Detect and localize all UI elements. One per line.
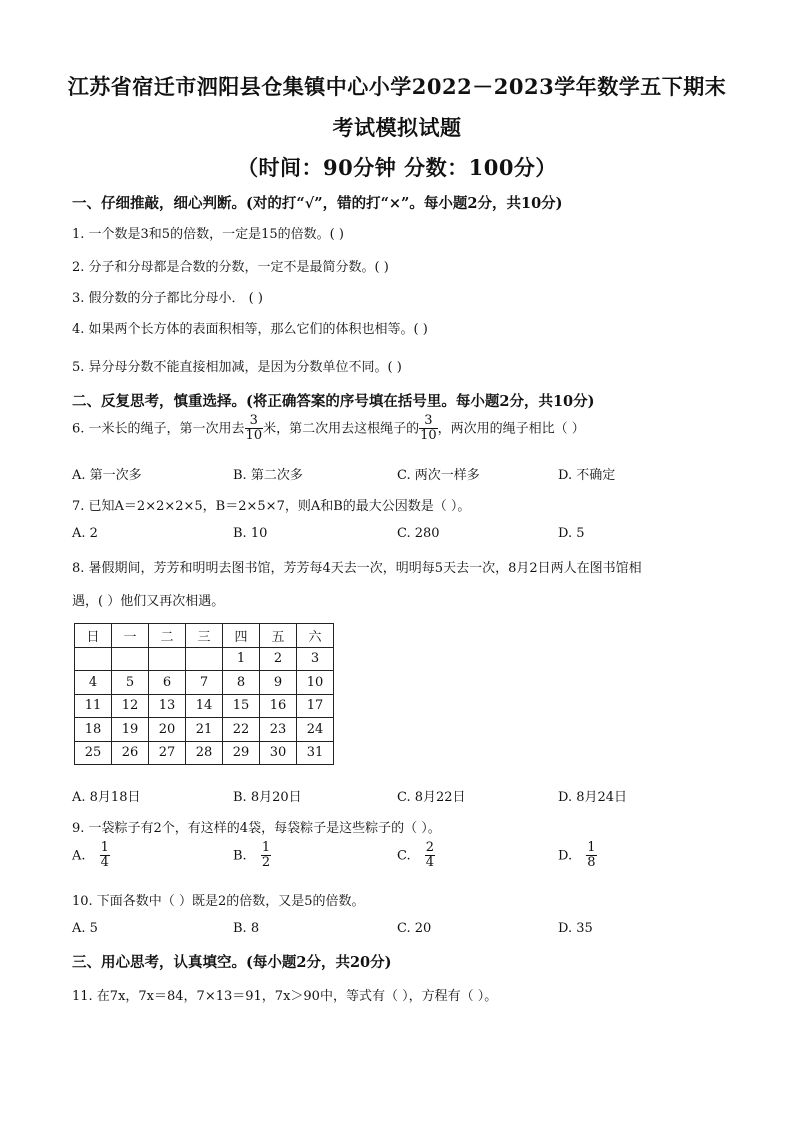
calendar-day-cell: 15 — [223, 694, 260, 718]
calendar-day-cell: 25 — [75, 741, 112, 765]
calendar-day-cell: 11 — [75, 694, 112, 718]
calendar-day-cell — [149, 647, 186, 671]
calendar-day-cell: 24 — [297, 718, 334, 742]
calendar-week-row — [75, 647, 334, 671]
calendar-day-cell: 6 — [149, 671, 186, 695]
q9-option-c — [397, 841, 435, 871]
q6-fraction-1-denominator: 10 — [245, 428, 263, 444]
fraction-numerator: 1 — [261, 840, 271, 855]
q7-option-b: B. 10 — [233, 526, 268, 541]
question-4: 4. 如果两个长方体的表面积相等，那么它们的体积也相等。( ) — [72, 322, 428, 337]
calendar-day-cell: 18 — [75, 718, 112, 742]
q10-option-a: A. 5 — [72, 921, 98, 936]
question-8-line2: 遇，( ）他们又再次相遇。 — [72, 594, 225, 609]
calendar-day-cell — [75, 647, 112, 671]
calendar-week-row — [75, 718, 334, 742]
q7-option-c: C. 280 — [397, 526, 440, 541]
question-11: 11. 在7x，7x＝84，7×13＝91，7x＞90中，等式有（ ），方程有（ ）。 — [72, 989, 498, 1004]
question-9: 9. 一袋粽子有2个，有这样的4袋，每袋粽子是这些粽子的（ ）。 — [72, 821, 441, 836]
exam-title-line1: 江苏省宿迁市泗阳县仓集镇中心小学2022－2023学年数学五下期末 — [67, 74, 727, 99]
calendar-day-cell: 1 — [223, 647, 260, 671]
q6-fraction-1 — [245, 414, 264, 444]
q7-option-a: A. 2 — [72, 526, 98, 541]
q6-text-part2: 米，第二次用去这根绳子的 — [263, 421, 420, 437]
question-5: 5. 异分母分数不能直接相加减，是因为分数单位不同。( ) — [72, 360, 402, 375]
section1-heading: 一、仔细推敲，细心判断。(对的打“√”，错的打“×”。每小题2分，共10分) — [72, 195, 563, 212]
calendar-day-cell: 7 — [186, 671, 223, 695]
august-calendar — [74, 623, 334, 765]
fraction-denominator: 4 — [425, 855, 435, 871]
calendar-day-cell: 21 — [186, 718, 223, 742]
q6-text-part3: ，两次用的绳子相比（ ） — [437, 421, 585, 437]
calendar-day-cell: 26 — [112, 741, 149, 765]
calendar-header-cell: 一 — [112, 624, 149, 648]
calendar-day-cell: 16 — [260, 694, 297, 718]
q6-option-d: D. 不确定 — [558, 468, 616, 483]
calendar-day-cell: 9 — [260, 671, 297, 695]
calendar-day-cell — [186, 647, 223, 671]
calendar-header-cell: 三 — [186, 624, 223, 648]
q9-option-a-label: A. — [72, 848, 86, 864]
q7-option-d: D. 5 — [558, 526, 585, 541]
calendar-week-row — [75, 741, 334, 765]
calendar-day-cell: 2 — [260, 647, 297, 671]
calendar-day-cell: 20 — [149, 718, 186, 742]
exam-time-score: （时间：90分钟 分数：100分） — [237, 155, 557, 180]
q8-option-b: B. 8月20日 — [233, 790, 302, 805]
calendar-day-cell — [112, 647, 149, 671]
exam-title-line2: 考试模拟试题 — [332, 115, 462, 140]
q6-fraction-1-numerator: 3 — [249, 413, 258, 428]
q9-option-b — [233, 841, 271, 871]
calendar-day-cell: 27 — [149, 741, 186, 765]
calendar-day-cell: 8 — [223, 671, 260, 695]
q6-fraction-2-denominator: 10 — [420, 428, 437, 444]
q10-option-c: C. 20 — [397, 921, 432, 936]
question-6 — [72, 414, 585, 444]
calendar-day-cell: 5 — [112, 671, 149, 695]
calendar-day-cell: 3 — [297, 647, 334, 671]
calendar-header-row — [75, 624, 334, 648]
question-10: 10. 下面各数中（ ）既是2的倍数，又是5的倍数。 — [72, 894, 365, 909]
q9-option-a-fraction — [100, 841, 110, 871]
q6-fraction-2 — [419, 414, 438, 444]
question-2: 2. 分子和分母都是合数的分数，一定不是最简分数。( ) — [72, 260, 389, 275]
question-1: 1. 一个数是3和5的倍数，一定是15的倍数。( ) — [72, 227, 344, 242]
q8-option-c: C. 8月22日 — [397, 790, 466, 805]
calendar-week-row — [75, 671, 334, 695]
q10-option-b: B. 8 — [233, 921, 260, 936]
fraction-denominator: 2 — [261, 855, 271, 871]
q6-fraction-2-numerator: 3 — [424, 413, 433, 428]
section2-heading: 二、反复思考，慎重选择。(将正确答案的序号填在括号里。每小题2分，共10分) — [72, 393, 595, 410]
calendar-header-cell: 日 — [75, 624, 112, 648]
q9-option-c-fraction — [425, 841, 435, 871]
section3-heading: 三、用心思考，认真填空。(每小题2分，共20分) — [72, 954, 392, 971]
q9-option-b-label: B. — [233, 848, 247, 864]
q9-option-a — [72, 841, 110, 871]
q10-option-d: D. 35 — [558, 921, 593, 936]
q6-text-part1: 6. 一米长的绳子，第一次用去 — [72, 421, 245, 437]
calendar-header-cell: 二 — [149, 624, 186, 648]
q9-option-d-label: D. — [558, 848, 573, 864]
question-7: 7. 已知A＝2×2×2×5，B＝2×5×7，则A和B的最大公因数是（ ）。 — [72, 499, 471, 514]
calendar-day-cell: 28 — [186, 741, 223, 765]
fraction-numerator: 2 — [425, 840, 435, 855]
question-3: 3. 假分数的分子都比分母小． ( ) — [72, 291, 263, 306]
calendar-day-cell: 19 — [112, 718, 149, 742]
calendar-day-cell: 4 — [75, 671, 112, 695]
q9-option-d — [558, 841, 597, 871]
calendar-day-cell: 23 — [260, 718, 297, 742]
calendar-day-cell: 13 — [149, 694, 186, 718]
calendar-day-cell: 22 — [223, 718, 260, 742]
q9-option-c-label: C. — [397, 848, 411, 864]
calendar-header-cell: 四 — [223, 624, 260, 648]
q8-option-a: A. 8月18日 — [72, 790, 141, 805]
calendar-header-cell: 六 — [297, 624, 334, 648]
q9-option-d-fraction — [586, 841, 596, 871]
fraction-denominator: 8 — [587, 855, 596, 871]
calendar-week-row — [75, 694, 334, 718]
calendar-day-cell: 29 — [223, 741, 260, 765]
calendar-day-cell: 14 — [186, 694, 223, 718]
q6-option-b: B. 第二次多 — [233, 468, 303, 483]
fraction-denominator: 4 — [100, 855, 109, 871]
calendar-day-cell: 10 — [297, 671, 334, 695]
q9-option-b-fraction — [261, 841, 271, 871]
calendar-day-cell: 30 — [260, 741, 297, 765]
q8-option-d: D. 8月24日 — [558, 790, 628, 805]
calendar-day-cell: 17 — [297, 694, 334, 718]
question-8-line1: 8. 暑假期间，芳芳和明明去图书馆，芳芳每4天去一次，明明每5天去一次，8月2日两人在图书馆相 — [72, 561, 642, 576]
calendar-day-cell: 12 — [112, 694, 149, 718]
fraction-numerator: 1 — [100, 840, 109, 855]
q6-option-a: A. 第一次多 — [72, 468, 142, 483]
fraction-numerator: 1 — [587, 840, 596, 855]
calendar-header-cell: 五 — [260, 624, 297, 648]
calendar-day-cell: 31 — [297, 741, 334, 765]
q6-option-c: C. 两次一样多 — [397, 468, 480, 483]
